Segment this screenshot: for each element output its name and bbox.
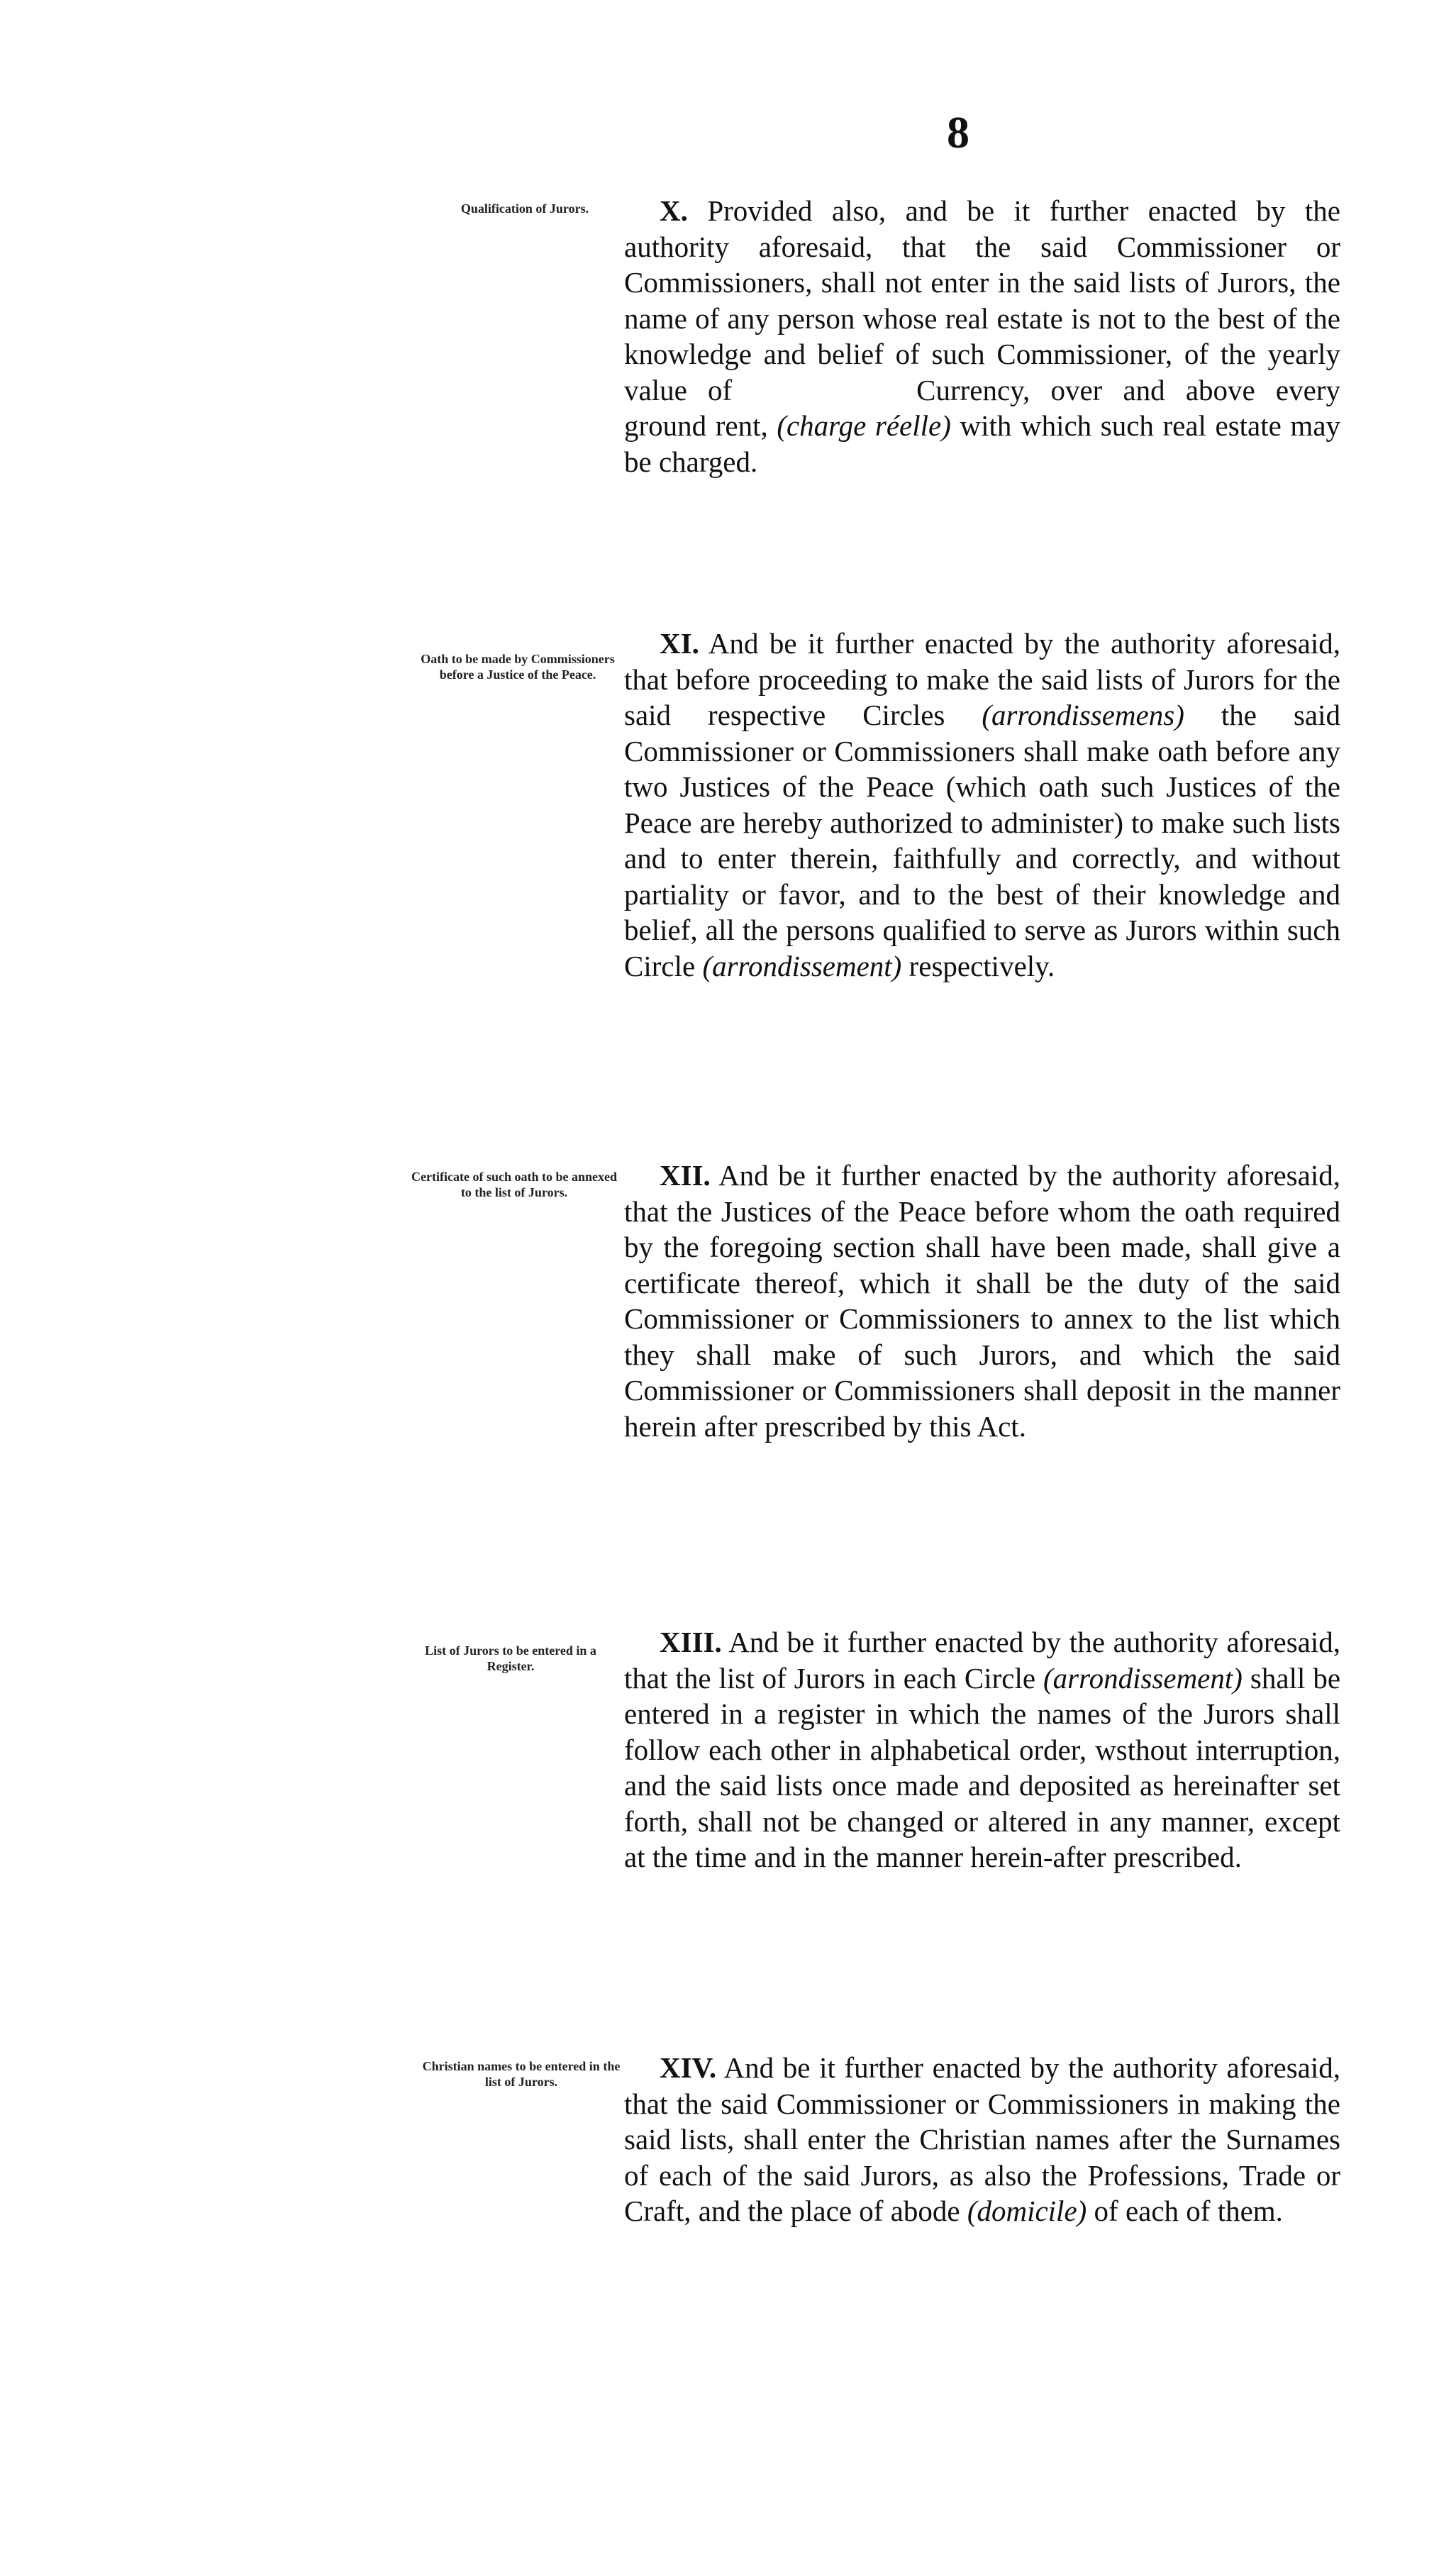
italic-term: (arrondissement) xyxy=(702,949,902,982)
page-number: 8 xyxy=(947,107,971,157)
margin-note: Oath to be made by Commissioners before a Justice of the Peace. xyxy=(421,652,615,682)
section-number: XII. xyxy=(660,1159,711,1192)
italic-term: (domicile) xyxy=(967,2195,1087,2227)
section-number: XIII. xyxy=(660,1626,722,1658)
section-text xyxy=(624,193,1340,479)
italic-term: (arrondissement) xyxy=(1043,1661,1243,1695)
italic-term: (arrondissemens) xyxy=(982,699,1184,731)
margin-note: List of Jurors to be entered in a Register. xyxy=(425,1643,596,1673)
section-text xyxy=(624,1158,1340,1444)
section-x xyxy=(624,193,1340,479)
margin-note: Christian names to be entered in the list of Jurors. xyxy=(422,2059,621,2089)
section-xii xyxy=(624,1158,1340,1444)
margin-note: Qualification of Jurors. xyxy=(460,201,589,216)
section-number: XI. xyxy=(660,627,699,660)
section-xiv xyxy=(624,2050,1340,2229)
section-body: with which such real estate may be charged. xyxy=(624,409,1341,478)
section-text xyxy=(624,1624,1340,1875)
section-body: And be it further enacted by the authority aforesaid, that before proceeding to make the said lists of Jurors for the said respective Circles xyxy=(624,627,1340,731)
section-body: And be it further enacted by the authority aforesaid, that the said Commissioner or Commissioners in making the said lists, shall enter the Christian names after the Surnames of each of the said Jurors, as also the Professions, Trade or Craft, and the place of abode xyxy=(624,2051,1340,2227)
section-number: X. xyxy=(660,194,688,227)
section-body: And be it further enacted by the authority aforesaid, that the Justices of the Peace before whom the oath required by the foregoing section shall have been made, shall give a certificate thereof, which it shall be the duty of the said Commissioner or Commissioners to annex to the list which they shall make of such Jurors, and which the said Commissioner or Commissioners shall deposit in the manner herein after prescribed by this Act. xyxy=(624,1159,1340,1443)
margin-note: Certificate of such oath to be annexed to the list of Jurors. xyxy=(411,1170,617,1199)
section-body: of each of them. xyxy=(1094,2195,1283,2227)
section-body: the said Commissioner or Commissioners shall make oath before any two Justices of the Peace (which oath such Justices of the Peace are hereby authorized to administer) to make such lists and to enter therein, faithfully and correctly, and without partiality or favor, and to the best of their knowledge and belief, all the persons qualified to serve as Jurors within such Circle xyxy=(624,699,1341,982)
section-body: And be it further enacted by the authority aforesaid, that the list of Jurors in each Circle xyxy=(624,1626,1340,1695)
section-text xyxy=(624,2050,1340,2229)
section-body: Provided also, and be it further enacted by the authority aforesaid, that the said Commissioner or Commissioners, shall not enter in the said lists of Jurors, the name of any person whose real estate is not to the best of the knowledge and belief of such Commissioner, of the yearly value of xyxy=(624,194,1340,406)
section-xi xyxy=(624,626,1340,984)
section-xiii xyxy=(624,1624,1340,1875)
section-body: shall be entered in a register in which the names of the Jurors shall follow each other in alphabetical order, wsthout interruption, and the said lists once made and deposited as hereinafter set forth, shall not be changed or altered in any manner, except at the time and in the manner herein-after prescribed. xyxy=(624,1661,1341,1873)
section-number: XIV. xyxy=(660,2051,717,2084)
section-body: Currency, over and above every ground rent, xyxy=(624,373,1340,442)
section-text xyxy=(624,626,1340,984)
section-body: respectively. xyxy=(908,949,1055,982)
italic-term: (charge réelle) xyxy=(777,409,951,442)
